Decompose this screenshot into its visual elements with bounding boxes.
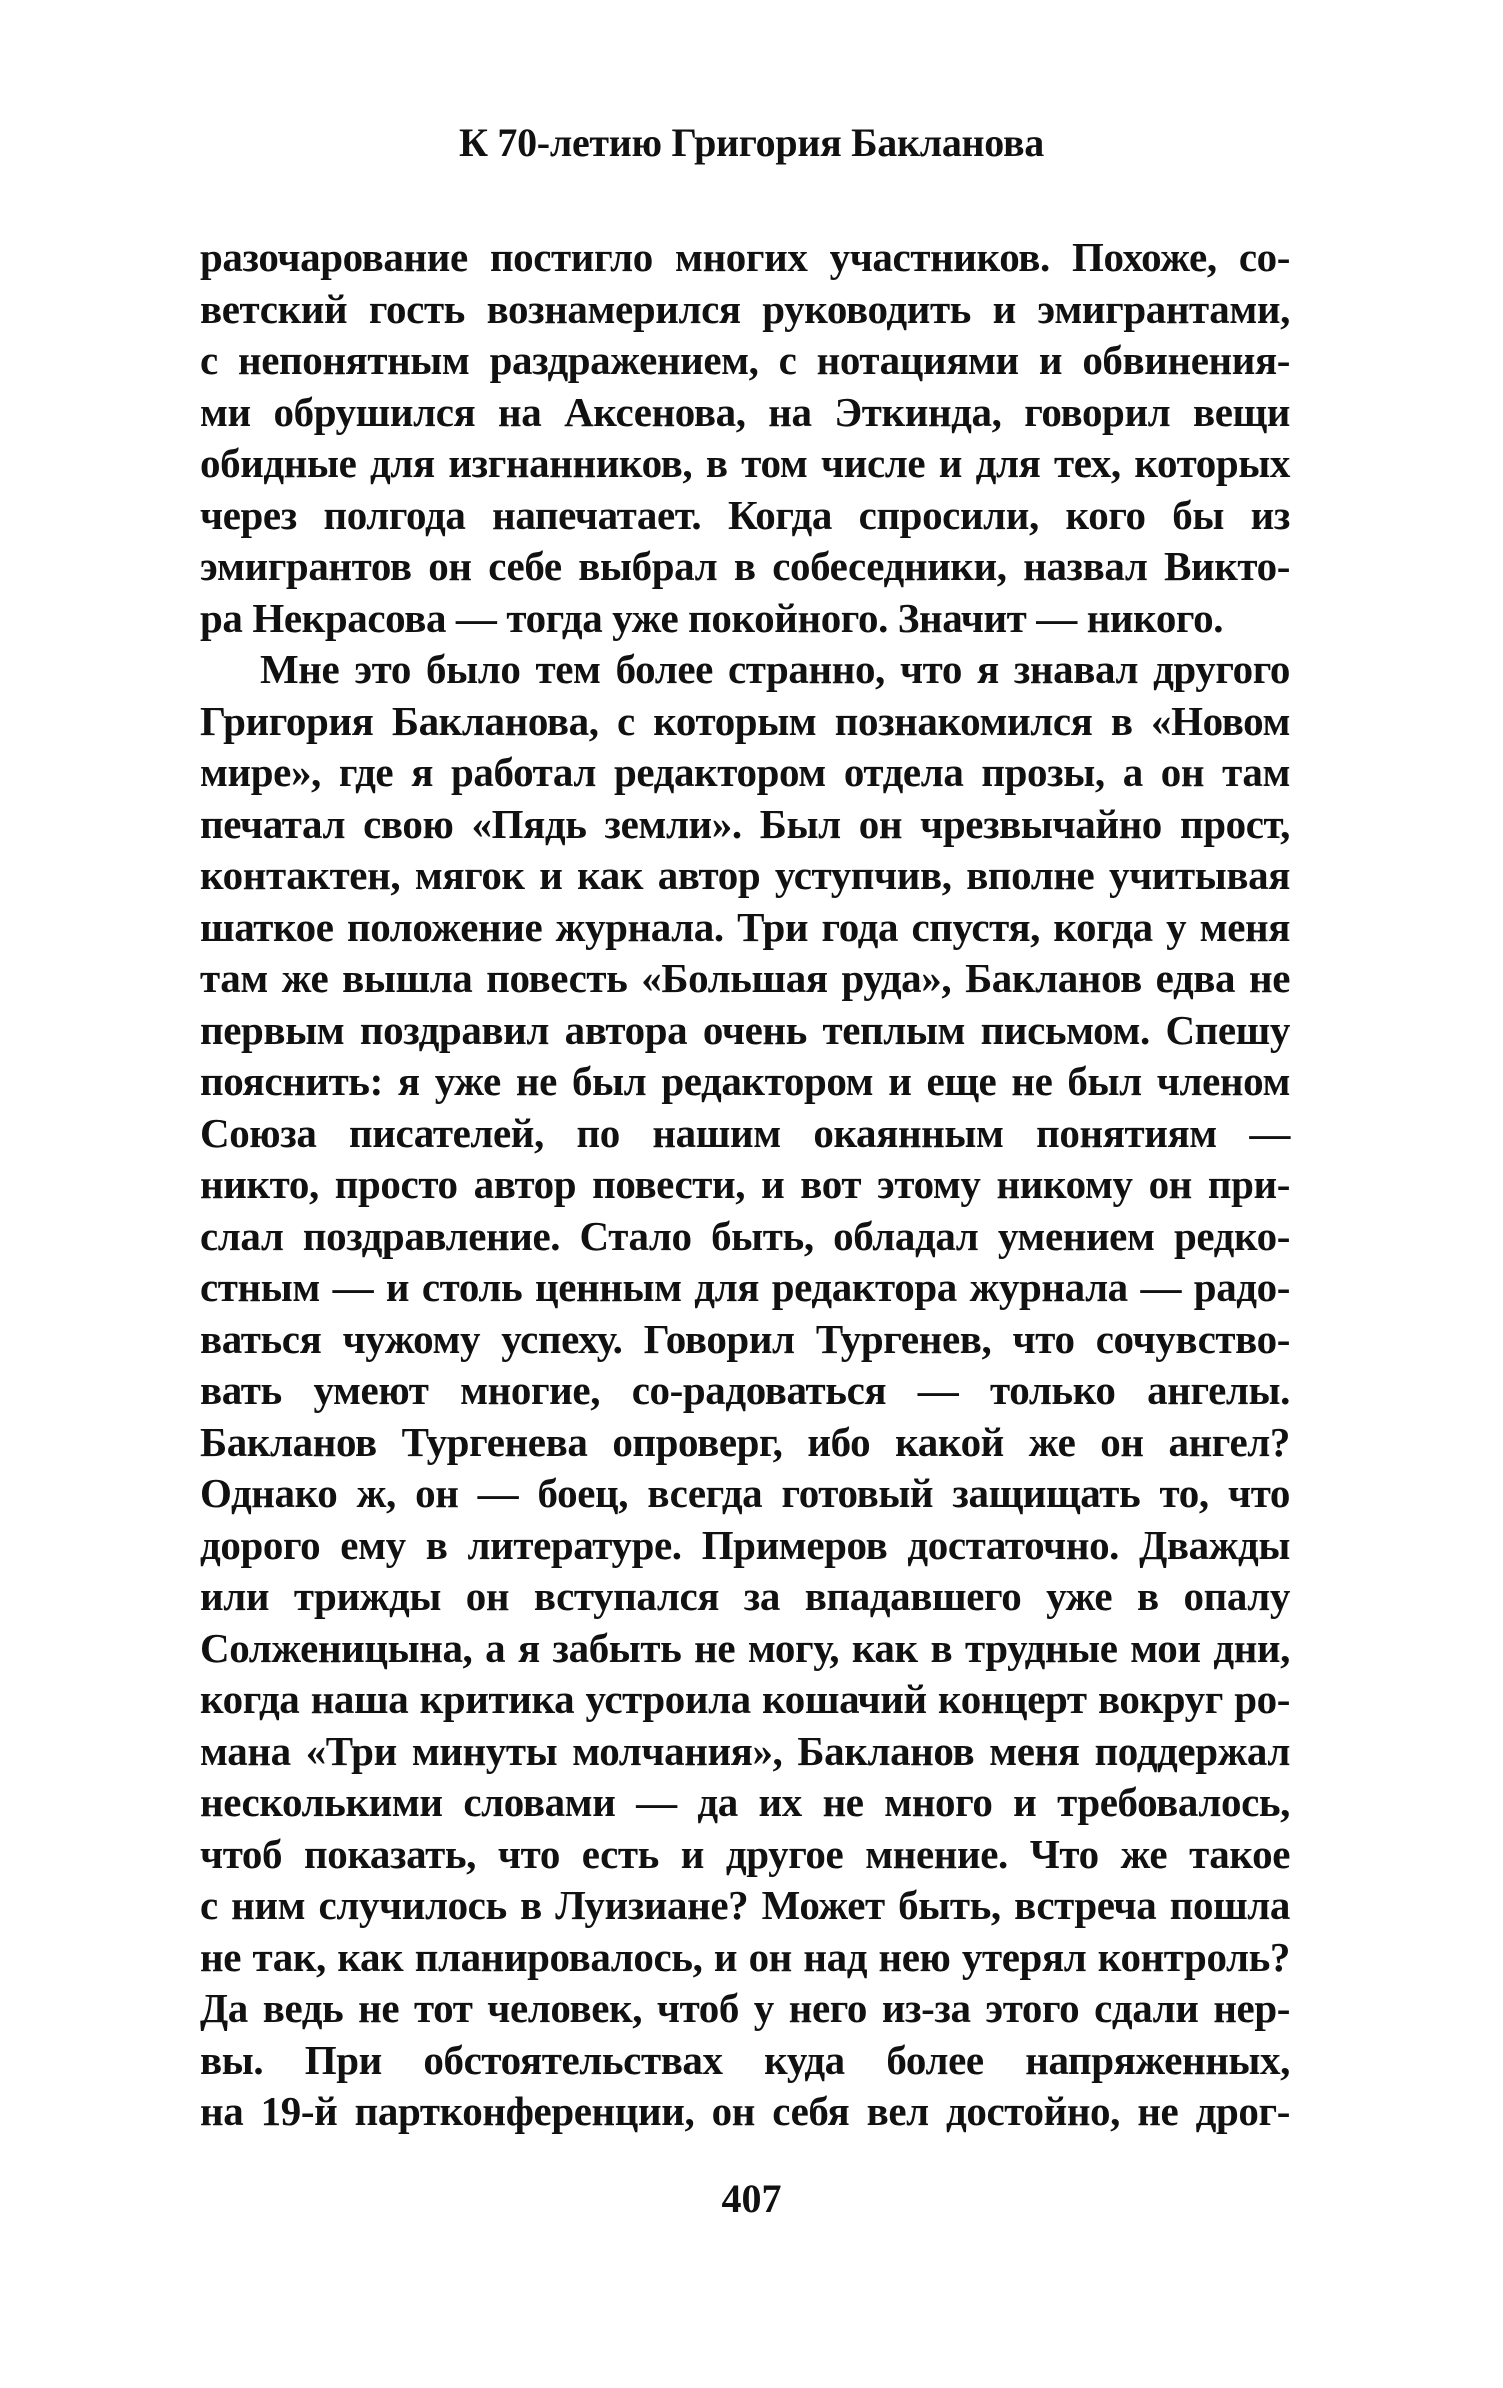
text-line: обидные для изгнанников, в том числе и для тех, которых	[200, 440, 1290, 486]
text-line: через полгода напечатает. Когда спросили, кого бы из	[200, 491, 1290, 538]
text-line: или трижды он вступался за впадавшего уже в опалу	[200, 1573, 1290, 1619]
page-number: 407	[721, 2176, 782, 2221]
text-line: пояснить: я уже не был редактором и еще не был членом	[200, 1058, 1290, 1104]
text-line: дорого ему в литературе. Примеров достаточно. Дважды	[200, 1521, 1290, 1568]
text-line: Союза писателей, по нашим окаянным понятиям —	[200, 1109, 1290, 1156]
text-line: когда наша критика устроила кошачий концерт вокруг ро-	[200, 1676, 1290, 1722]
text-line: не так, как планировалось, и он над нею утерял контроль?	[200, 1933, 1290, 1980]
text-line: никто, просто автор повести, и вот этому никому он при-	[200, 1161, 1290, 1207]
text-line: Да ведь не тот человек, чтоб у него из-за этого сдали нер-	[200, 1985, 1290, 2031]
text-line: там же вышла повесть «Большая руда», Бакланов едва не	[200, 955, 1290, 1001]
text-line: эмигрантов он себе выбрал в собеседники, назвал Викто-	[200, 543, 1290, 589]
text-line: мире», где я работал редактором отдела прозы, а он там	[200, 749, 1290, 795]
text-line: печатал свою «Пядь земли». Был он чрезвычайно прост,	[200, 800, 1290, 847]
text-line: на 19-й партконференции, он себя вел достойно, не дрог-	[200, 2088, 1290, 2134]
text-line: ветский гость вознамерился руководить и эмигрантами,	[200, 285, 1290, 332]
text-line: разочарование постигло многих участников. Похоже, со-	[200, 234, 1290, 280]
text-line: несколькими словами — да их не много и требовалось,	[200, 1779, 1290, 1825]
text-line: чтоб показать, что есть и другое мнение. Что же такое	[200, 1830, 1290, 1877]
text-line: шаткое положение журнала. Три года спустя, когда у меня	[200, 903, 1290, 950]
text-line: с непонятным раздражением, с нотациями и обвинения-	[200, 337, 1290, 383]
text-line: Бакланов Тургенева опроверг, ибо какой же он ангел?	[200, 1418, 1290, 1465]
text-line: контактен, мягок и как автор уступчив, вполне учитывая	[200, 852, 1290, 898]
text-line: мана «Три минуты молчания», Бакланов меня поддержал	[200, 1727, 1290, 1774]
text-line: ваться чужому успеху. Говорил Тургенев, что сочувство-	[200, 1315, 1290, 1362]
paragraph-1	[200, 232, 1290, 644]
text-line: ми обрушился на Аксенова, на Эткинда, говорил вещи	[200, 388, 1290, 435]
text-line: Солженицына, а я забыть не могу, как в трудные мои дни,	[200, 1624, 1290, 1671]
text-line: слал поздравление. Стало быть, обладал умением редко-	[200, 1212, 1290, 1259]
text-line: Григория Бакланова, с которым познакомился в «Новом	[200, 697, 1290, 744]
text-line: Мне это было тем более странно, что я знавал другого	[260, 646, 1290, 692]
text-line: стным — и столь ценным для редактора журнала — радо-	[200, 1264, 1290, 1310]
text-line: с ним случилось в Луизиане? Может быть, встреча пошла	[200, 1882, 1290, 1928]
body-text	[200, 232, 1290, 2138]
text-line: ра Некрасова — тогда уже покойного. Значит — никого.	[200, 594, 1224, 641]
text-line: вать умеют многие, со-радоваться — только ангелы.	[200, 1367, 1290, 1413]
running-title: К 70-летию Григория Бакланова	[459, 120, 1044, 165]
text-line: Однако ж, он — боец, всегда готовый защищать то, что	[200, 1470, 1290, 1516]
text-line: первым поздравил автора очень теплым письмом. Спешу	[200, 1006, 1290, 1053]
text-line: вы. При обстоятельствах куда более напряженных,	[200, 2036, 1290, 2083]
paragraph-2	[200, 644, 1290, 2138]
